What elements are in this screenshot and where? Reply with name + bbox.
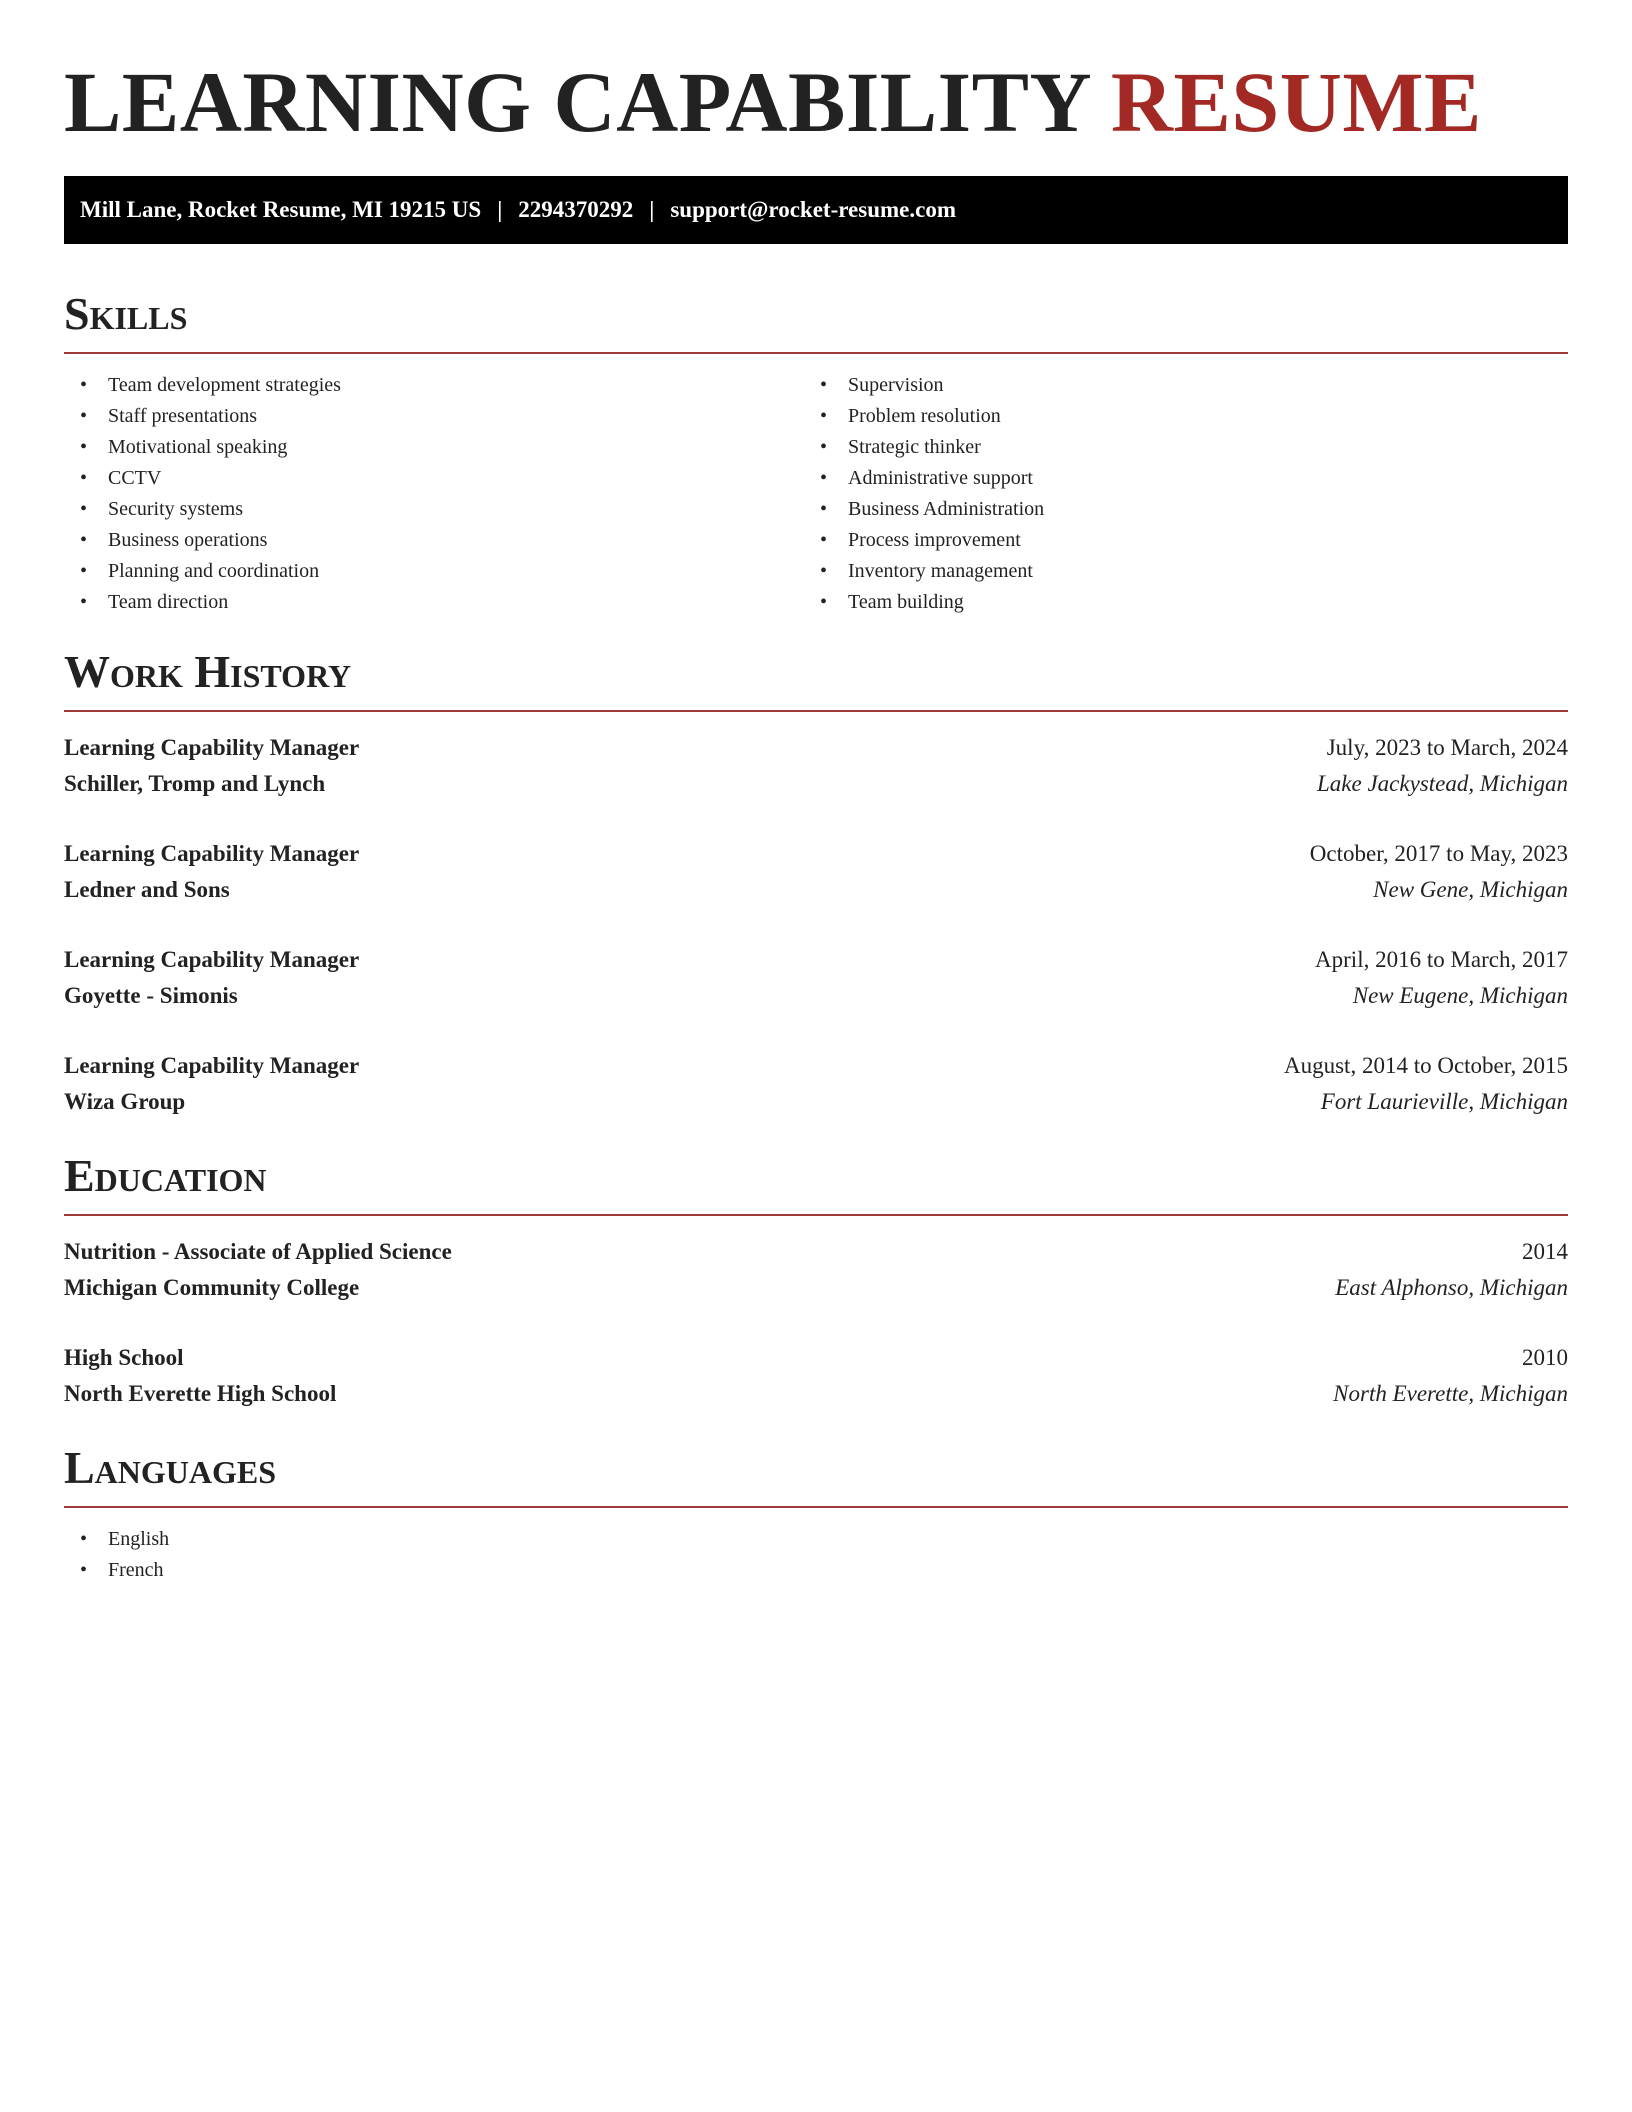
skill-item: • Strategic thinker [804, 432, 1544, 463]
resume-title [64, 56, 1568, 148]
job-location: Lake Jackystead, Michigan [1317, 771, 1568, 796]
skill-item: • Process improvement [804, 525, 1544, 556]
job-title: Learning Capability Manager [64, 735, 360, 760]
degree-name: High School [64, 1345, 184, 1370]
contact-separator: | [497, 197, 503, 222]
job-title: Learning Capability Manager [64, 947, 360, 972]
work-entry [64, 730, 1568, 802]
company-name: Schiller, Tromp and Lynch [64, 771, 326, 796]
work-history-heading: Work History [64, 646, 352, 697]
skill-item: • Business operations [64, 525, 804, 556]
job-dates: August, 2014 to October, 2015 [1284, 1053, 1568, 1078]
education-heading: Education [64, 1150, 267, 1201]
skill-item: • Team direction [64, 587, 804, 618]
company-name: Goyette - Simonis [64, 983, 238, 1008]
graduation-year: 2010 [1522, 1345, 1568, 1370]
skill-item: • Business Administration [804, 494, 1544, 525]
work-entry [64, 1048, 1568, 1120]
company-name: Wiza Group [64, 1089, 186, 1114]
work-entry [64, 942, 1568, 1014]
school-name: Michigan Community College [64, 1275, 360, 1300]
contact-email: support@rocket-resume.com [670, 197, 956, 222]
contact-separator: | [649, 197, 655, 222]
languages-heading: Languages [64, 1442, 277, 1493]
skills-heading: Skills [64, 288, 188, 339]
job-title: Learning Capability Manager [64, 841, 360, 866]
skill-item: • Inventory management [804, 556, 1544, 587]
skills-column-right [804, 370, 1544, 618]
contact-phone: 2294370292 [518, 197, 634, 222]
education-entry [64, 1234, 1568, 1306]
language-item: • English [64, 1524, 1568, 1555]
skills-list [64, 370, 1568, 618]
skill-item: • CCTV [64, 463, 804, 494]
work-entry [64, 836, 1568, 908]
skill-item: • Planning and coordination [64, 556, 804, 587]
skill-item: • Administrative support [804, 463, 1544, 494]
skill-item: • Problem resolution [804, 401, 1544, 432]
skill-item: • Security systems [64, 494, 804, 525]
job-dates: April, 2016 to March, 2017 [1315, 947, 1568, 972]
work-history-divider [64, 710, 1568, 712]
languages-divider [64, 1506, 1568, 1508]
job-location: Fort Laurieville, Michigan [1320, 1089, 1568, 1114]
education-entry [64, 1340, 1568, 1412]
job-title: Learning Capability Manager [64, 1053, 360, 1078]
job-location: New Gene, Michigan [1373, 877, 1568, 902]
title-main: LEARNING CAPABILITY [64, 54, 1089, 150]
contact-address: Mill Lane, Rocket Resume, MI 19215 US [80, 197, 482, 222]
job-location: New Eugene, Michigan [1352, 983, 1568, 1008]
skill-item: • Team development strategies [64, 370, 804, 401]
languages-list [64, 1524, 1568, 1586]
education-divider [64, 1214, 1568, 1216]
skill-item: • Motivational speaking [64, 432, 804, 463]
school-location: East Alphonso, Michigan [1335, 1275, 1568, 1300]
language-item: • French [64, 1555, 1568, 1586]
skills-column-left [64, 370, 804, 618]
title-accent: RESUME [1110, 54, 1482, 150]
job-dates: October, 2017 to May, 2023 [1309, 841, 1568, 866]
job-dates: July, 2023 to March, 2024 [1326, 735, 1568, 760]
skill-item: • Supervision [804, 370, 1544, 401]
degree-name: Nutrition - Associate of Applied Science [64, 1239, 452, 1264]
contact-bar [64, 176, 1568, 244]
skills-divider [64, 352, 1568, 354]
skill-item: • Staff presentations [64, 401, 804, 432]
school-location: North Everette, Michigan [1333, 1381, 1568, 1406]
company-name: Ledner and Sons [64, 877, 230, 902]
skill-item: • Team building [804, 587, 1544, 618]
graduation-year: 2014 [1522, 1239, 1568, 1264]
school-name: North Everette High School [64, 1381, 337, 1406]
